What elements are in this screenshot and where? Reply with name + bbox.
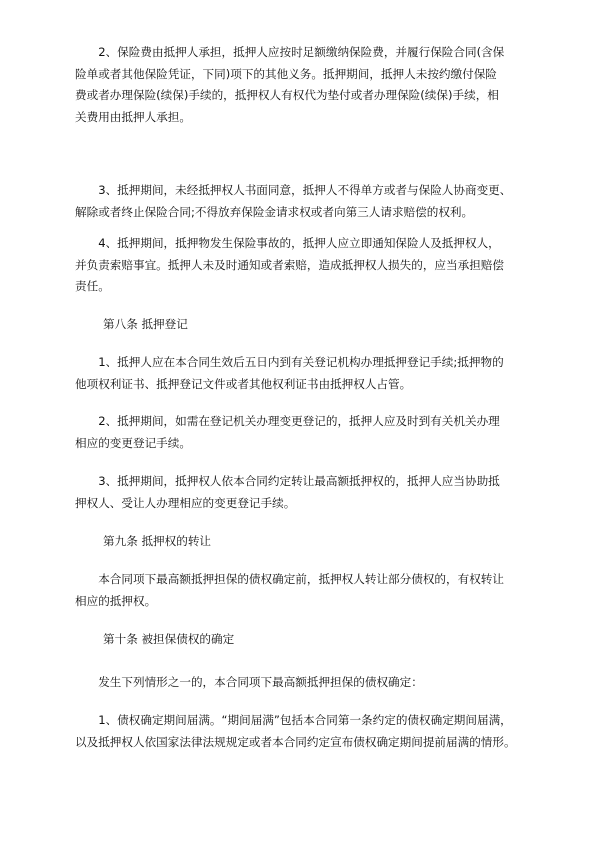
clause-registration-1: 1、抵押人应在本合同生效后五日内到有关登记机构办理抵押登记手续;抵押物的 他项权利证书、抵押登记文件或者其他权利证书由抵押权人占管。: [75, 355, 504, 391]
article-9-heading: 第九条 抵押权的转让: [103, 534, 212, 548]
clause-registration-3: 3、抵押期间，抵押权人依本合同约定转让最高额抵押权的，抵押人应当协助抵 押权人、受让人办理相应的变更登记手续。: [75, 474, 500, 510]
clause-insurance-fee: 2、保险费由抵押人承担，抵押人应按时足额缴纳保险费，并履行保险合同(含保 险单或者其他保险凭证，下同)项下的其他义务。抵押期间，抵押人未按约缴付保险 费或者办理保险(续保)手续的，抵押权人有权代为垫付或者办理保险(续保)手续，相 关费用由抵押人承担。: [75, 45, 505, 124]
clause-determination-1: 1、债权确定期间届满。“期间届满”包括本合同第一条约定的债权确定期间届满， 以及抵押权人依国家法律法规规定或者本合同约定宣布债权确定期间提前届满的情形。: [75, 713, 516, 749]
clause-determination-intro: 发生下列情形之一的，本合同项下最高额抵押担保的债权确定：: [75, 675, 423, 689]
clause-insurance-accident: 4、抵押期间，抵押物发生保险事故的，抵押人应立即通知保险人及抵押权人， 并负责索赔事宜。抵押人未及时通知或者索赔，造成抵押权人损失的，应当承担赔偿 责任。: [75, 236, 504, 293]
clause-registration-2: 2、抵押期间，如需在登记机关办理变更登记的，抵押人应及时到有关机关办理 相应的变更登记手续。: [75, 414, 500, 450]
clause-mortgage-transfer: 本合同项下最高额抵押担保的债权确定前，抵押权人转让部分债权的，有权转让 相应的抵押权。: [75, 572, 504, 608]
article-10-heading: 第十条 被担保债权的确定: [103, 632, 235, 646]
clause-no-contract-change: 3、抵押期间，未经抵押权人书面同意，抵押人不得单方或者与保险人协商变更、 解除或者终止保险合同;不得放弃保险金请求权或者向第三人请求赔偿的权利。: [75, 183, 512, 219]
article-8-heading: 第八条 抵押登记: [103, 317, 188, 331]
